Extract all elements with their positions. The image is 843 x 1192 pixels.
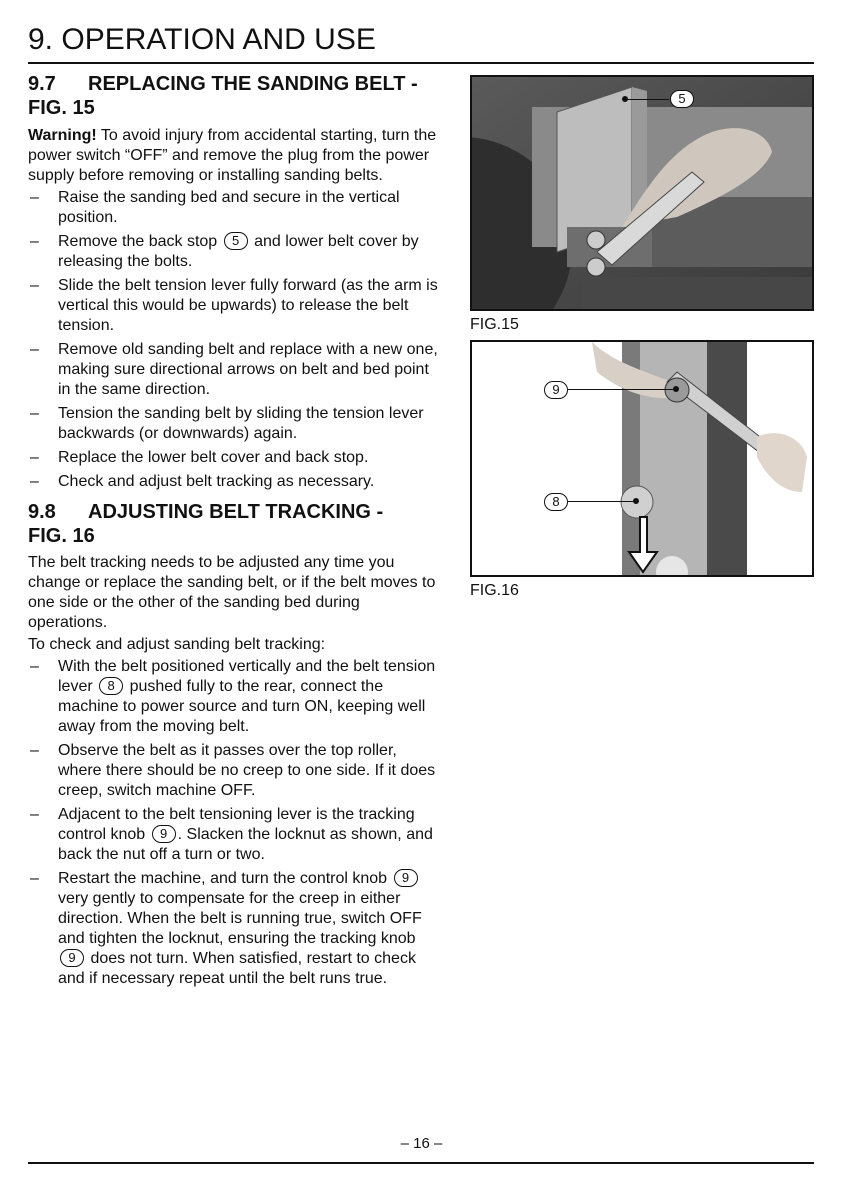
warning-label: Warning!	[28, 127, 97, 144]
list-item	[28, 657, 440, 737]
section-9-8-heading	[28, 500, 440, 548]
list-item: – Tension the sanding belt by sliding the tension lever backwards (or downwards) again.	[28, 404, 440, 444]
fig16-photo	[470, 340, 814, 577]
callout-leader	[568, 501, 636, 502]
callout-dot	[622, 96, 628, 102]
step-text: and lower belt cover by releasing the bolts.	[58, 233, 419, 270]
list-item: – Observe the belt as it passes over the top roller, where there should be no creep to one side. If it does creep, switch machine OFF.	[28, 741, 440, 801]
callout-ref: 9	[152, 825, 176, 843]
page-number: – 16 –	[400, 1135, 443, 1152]
step-text: . Slacken the locknut as shown, and back the nut off a turn or two.	[58, 826, 433, 863]
callout-leader	[625, 99, 669, 100]
list-item: – Check and adjust belt tracking as necessary.	[28, 472, 440, 492]
list-item: – Remove old sanding belt and replace with a new one, making sure directional arrows on belt and bed point in the same direction.	[28, 340, 440, 400]
step-text: Restart the machine, and turn the control knob	[58, 870, 388, 887]
step-text: pushed fully to the rear, connect the machine to power source and turn ON, keeping well away from the moving belt.	[58, 678, 426, 735]
chapter-title: 9. OPERATION AND USE	[28, 23, 376, 56]
page-header	[28, 22, 814, 64]
callout-ref: 8	[99, 677, 123, 695]
step-text: With the belt positioned vertically and the belt tension lever	[58, 658, 436, 695]
section-title-fig: FIG. 16	[28, 525, 95, 547]
callout-dot	[673, 386, 679, 392]
callout-dot	[633, 498, 639, 504]
list-item	[28, 805, 440, 865]
list-item: – Slide the belt tension lever fully forward (as the arm is vertical this would be upwards) to release the belt tension.	[28, 276, 440, 336]
section-number: 9.8	[28, 501, 56, 523]
list-item: – Replace the lower belt cover and back stop.	[28, 448, 440, 468]
step-text: very gently to compensate for the creep in either direction. When the belt is running true, switch OFF and tighten the locknut, ensuring the tracking knob	[58, 890, 422, 947]
section-number: 9.7	[28, 73, 56, 95]
step-text: Adjacent to the belt tensioning lever is the tracking control knob	[58, 806, 415, 843]
footer-rule	[28, 1162, 814, 1164]
callout-8: 8	[544, 493, 568, 511]
fig15-photo	[470, 75, 814, 311]
section-title: REPLACING THE SANDING BELT -	[88, 73, 418, 95]
callout-ref: 9	[394, 869, 418, 887]
list-item: – Raise the sanding bed and secure in the vertical position.	[28, 188, 440, 228]
belt-tracking-illustration	[472, 342, 812, 575]
left-column	[28, 72, 440, 993]
section-title: ADJUSTING BELT TRACKING -	[88, 501, 384, 523]
tracking-steps	[28, 657, 440, 989]
callout-5: 5	[670, 90, 694, 108]
fig16-caption: FIG.16	[470, 582, 519, 599]
warning-text: To avoid injury from accidental starting, turn the power switch “OFF” and remove the plug from the power supply before removing or installing sanding belts.	[28, 127, 437, 184]
callout-leader	[568, 389, 676, 390]
intro-paragraph: The belt tracking needs to be adjusted any time you change or replace the sanding belt, or if the belt moves to one side or the other of the sanding bed during operations.	[28, 554, 436, 631]
list-item	[28, 869, 440, 989]
warning-paragraph	[28, 126, 440, 186]
callout-ref: 9	[60, 949, 84, 967]
section-9-7-heading	[28, 72, 440, 120]
callout-ref: 5	[224, 232, 248, 250]
sander-back-stop-illustration	[472, 77, 812, 309]
fig15-caption: FIG.15	[470, 316, 519, 333]
step-text: does not turn. When satisfied, restart to check and if necessary repeat until the belt runs true.	[58, 950, 416, 987]
lead-paragraph: To check and adjust sanding belt tracking:	[28, 636, 326, 653]
section-title-fig: FIG. 15	[28, 97, 95, 119]
replace-belt-steps	[28, 188, 440, 492]
step-text: Remove the back stop	[58, 233, 218, 250]
list-item	[28, 232, 440, 272]
callout-9: 9	[544, 381, 568, 399]
